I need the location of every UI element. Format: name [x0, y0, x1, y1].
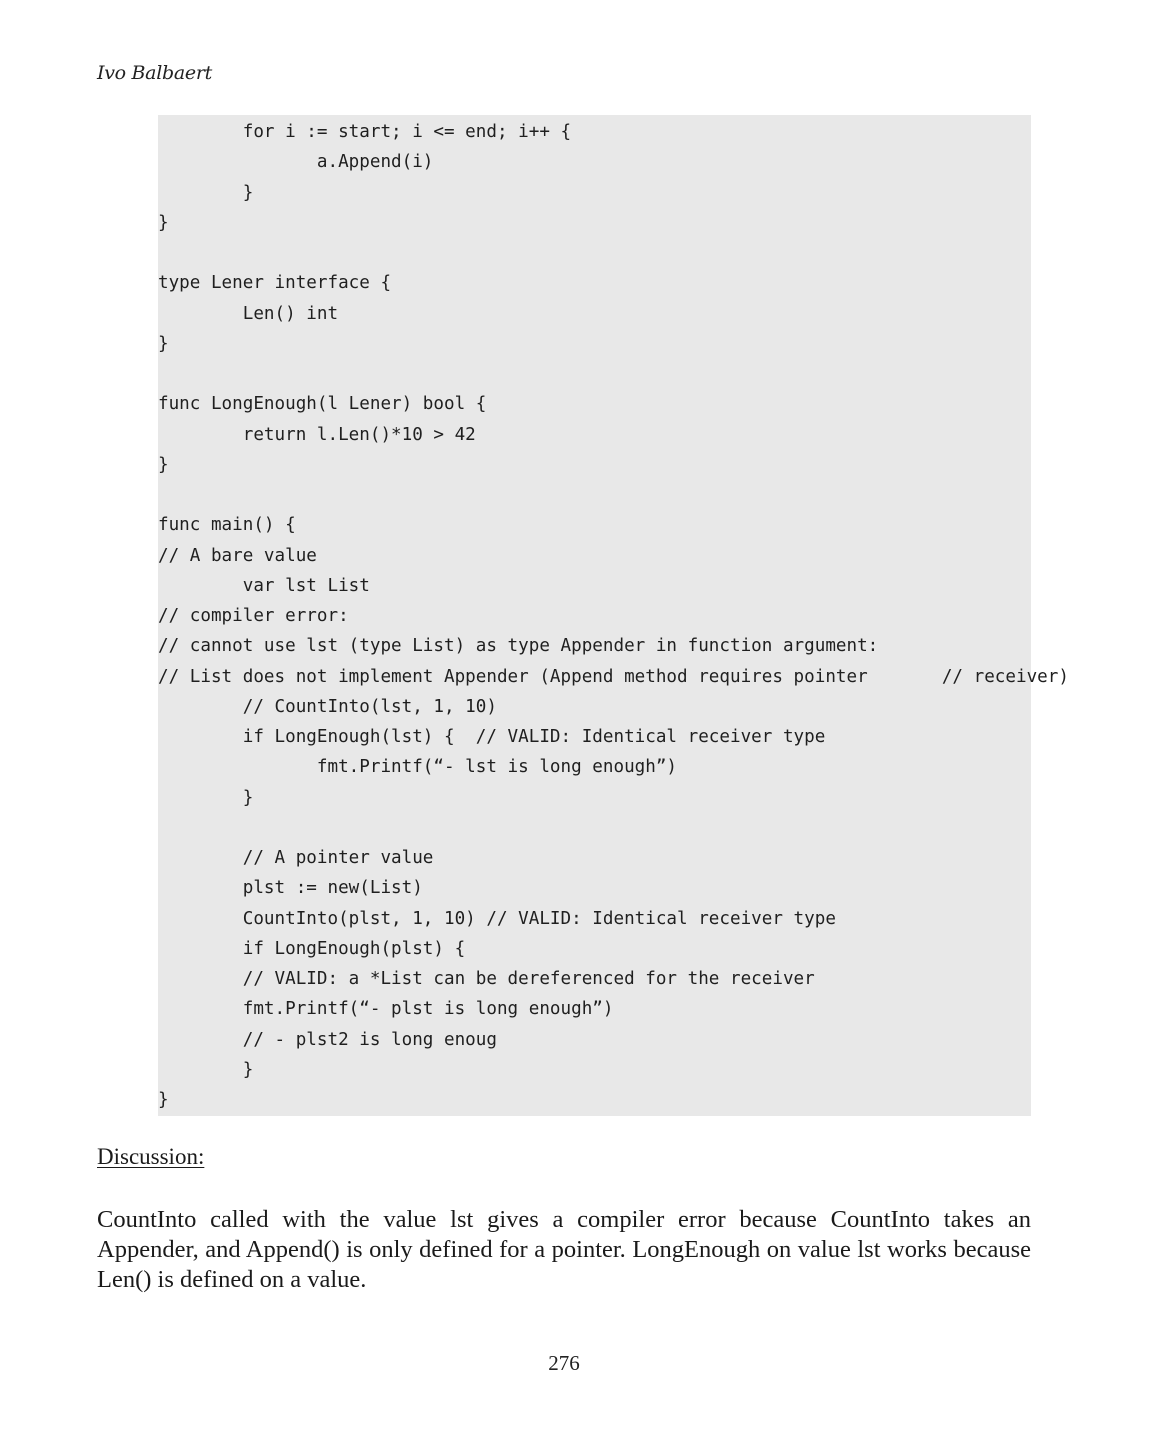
code-line: type Lener interface {: [158, 273, 392, 294]
code-line: // - plst2 is long enoug: [158, 1029, 497, 1050]
code-line: func main() {: [158, 515, 296, 536]
code-line: return l.Len()*10 > 42: [158, 424, 476, 445]
code-line: func LongEnough(l Lener) bool {: [158, 394, 487, 415]
code-line: [158, 813, 1031, 843]
page-number: 276: [548, 1351, 580, 1375]
code-line: [158, 359, 1031, 389]
running-head-author: Ivo Balbaert: [97, 62, 212, 84]
discussion-paragraph: CountInto called with the value lst gives a compiler error because CountInto takes an Appender, and Append() is only defined for a pointer. LongEnough on value lst works because Len() is defined on a value.: [97, 1206, 1031, 1293]
code-line: a.Append(i): [158, 152, 434, 173]
code-line: // List does not implement Appender (Append method requires pointer // receiver): [158, 666, 1069, 687]
code-line: }: [158, 787, 254, 808]
code-line: [158, 480, 1031, 510]
code-line: // CountInto(lst, 1, 10): [158, 696, 497, 717]
code-line: // VALID: a *List can be dereferenced for the receiver: [158, 969, 815, 989]
code-line: // A pointer value: [158, 848, 434, 868]
code-line: Len() int: [158, 303, 339, 324]
code-line: }: [158, 1059, 254, 1080]
code-line: // cannot use lst (type List) as type Appender in function argument:: [158, 636, 879, 657]
code-line: }: [158, 333, 169, 354]
code-line: fmt.Printf(“- lst is long enough”): [158, 757, 678, 778]
code-line: }: [158, 454, 169, 475]
code-line: // A bare value: [158, 545, 317, 566]
code-line: }: [158, 1090, 169, 1110]
discussion-heading: Discussion:: [97, 1144, 205, 1169]
code-line: if LongEnough(plst) {: [158, 938, 466, 959]
code-line: for i := start; i <= end; i++ {: [158, 122, 572, 142]
code-block: [158, 115, 1069, 1116]
code-line: }: [158, 182, 254, 203]
code-line: [158, 238, 1031, 268]
code-line: var lst List: [158, 575, 370, 596]
code-line: fmt.Printf(“- plst is long enough”): [158, 999, 614, 1020]
code-line: if LongEnough(lst) { // VALID: Identical receiver type: [158, 727, 826, 747]
code-line: }: [158, 212, 169, 233]
code-line: // compiler error:: [158, 606, 349, 626]
code-line: CountInto(plst, 1, 10) // VALID: Identical receiver type: [158, 908, 836, 929]
code-line: plst := new(List): [158, 878, 423, 899]
